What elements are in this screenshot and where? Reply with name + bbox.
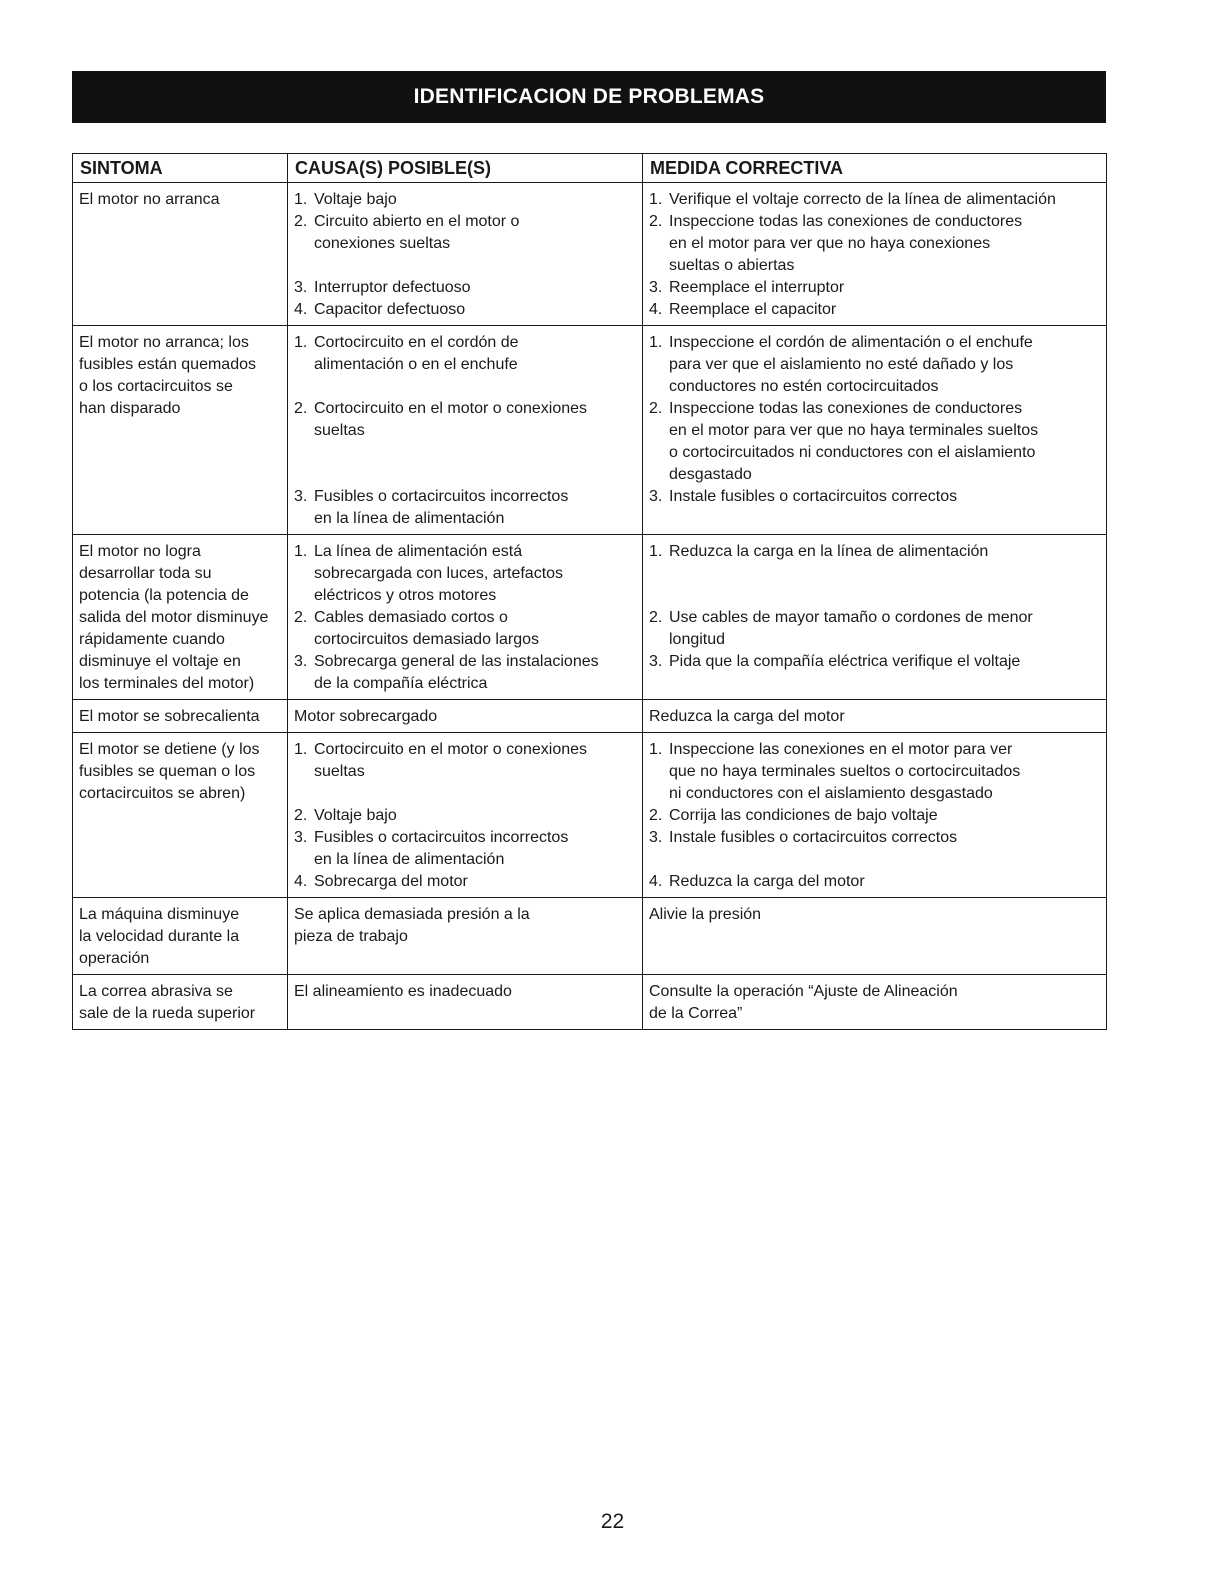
action-item bbox=[649, 277, 1100, 299]
symptom-line: sale de la rueda superior bbox=[79, 1005, 256, 1022]
action-text bbox=[669, 398, 1100, 486]
symptom-line: El motor no logra bbox=[79, 543, 201, 560]
cause-text bbox=[294, 904, 636, 948]
actions-cell bbox=[643, 975, 1107, 1030]
cause-item bbox=[294, 706, 636, 728]
text-line: Instale fusibles o cortacircuitos correctos bbox=[669, 829, 958, 846]
action-item bbox=[649, 211, 1100, 277]
item-number: 1. bbox=[649, 543, 663, 560]
item-number: 1. bbox=[649, 741, 663, 758]
text-line: en el motor para ver que no haya conexiones bbox=[669, 235, 991, 252]
action-text bbox=[669, 827, 1100, 849]
action-item bbox=[649, 981, 1100, 1025]
symptom-line: fusibles se queman o los bbox=[79, 763, 256, 780]
cause-item bbox=[294, 541, 636, 607]
item-number: 4. bbox=[649, 873, 663, 890]
symptom-line: desarrollar toda su bbox=[79, 565, 212, 582]
action-text bbox=[669, 805, 1100, 827]
actions-cell bbox=[643, 898, 1107, 975]
text-line: Reduzca la carga en la línea de alimentación bbox=[669, 543, 989, 560]
cause-item bbox=[294, 486, 636, 530]
action-item bbox=[649, 827, 1100, 849]
symptom-line: El motor no arranca; los bbox=[79, 334, 249, 351]
text-line: Alivie la presión bbox=[649, 906, 762, 923]
item-number: 2. bbox=[294, 609, 308, 626]
text-line: de la compañía eléctrica bbox=[314, 675, 488, 692]
actions-cell bbox=[643, 535, 1107, 700]
action-item bbox=[649, 299, 1100, 321]
cause-item bbox=[294, 211, 636, 255]
text-line: Capacitor defectuoso bbox=[314, 301, 466, 318]
text-line: de la Correa” bbox=[649, 1005, 743, 1022]
cause-text bbox=[314, 299, 636, 321]
table-row bbox=[73, 733, 1107, 898]
symptom-line: o los cortacircuitos se bbox=[79, 378, 233, 395]
page-number: 22 bbox=[600, 1510, 625, 1533]
table-row bbox=[73, 975, 1107, 1030]
item-number: 3. bbox=[649, 653, 663, 670]
text-line: Voltaje bajo bbox=[314, 191, 397, 208]
symptom-line: la velocidad durante la bbox=[79, 928, 240, 945]
cause-item bbox=[294, 651, 636, 695]
causes-cell bbox=[288, 700, 643, 733]
cause-item bbox=[294, 827, 636, 871]
symptom-cell bbox=[73, 975, 288, 1030]
text-line: en la línea de alimentación bbox=[314, 851, 505, 868]
text-line: El alineamiento es inadecuado bbox=[294, 983, 512, 1000]
text-line: Reduzca la carga del motor bbox=[669, 873, 865, 890]
item-number: 4. bbox=[294, 301, 308, 318]
table-body bbox=[73, 183, 1107, 1030]
symptom-cell bbox=[73, 535, 288, 700]
actions-cell bbox=[643, 700, 1107, 733]
symptom-line: El motor se detiene (y los bbox=[79, 741, 260, 758]
item-number: 3. bbox=[294, 829, 308, 846]
symptom-line: El motor no arranca bbox=[79, 191, 220, 208]
symptom-cell bbox=[73, 733, 288, 898]
cause-item bbox=[294, 805, 636, 827]
text-line: alimentación o en el enchufe bbox=[314, 356, 518, 373]
cause-text bbox=[314, 486, 636, 530]
action-text bbox=[669, 651, 1100, 673]
cause-item bbox=[294, 607, 636, 651]
action-item bbox=[649, 904, 1100, 926]
text-line: Inspeccione todas las conexiones de conductores bbox=[669, 213, 1023, 230]
text-line: Interruptor defectuoso bbox=[314, 279, 471, 296]
actions-cell bbox=[643, 733, 1107, 898]
text-line: o cortocircuitados ni conductores con el aislamiento bbox=[669, 444, 1036, 461]
table-row bbox=[73, 898, 1107, 975]
table-row bbox=[73, 326, 1107, 535]
text-line: para ver que el aislamiento no esté dañado y los bbox=[669, 356, 1014, 373]
action-item bbox=[649, 189, 1100, 211]
text-line: Fusibles o cortacircuitos incorrectos bbox=[314, 488, 569, 505]
action-text bbox=[669, 739, 1100, 805]
item-number: 3. bbox=[294, 653, 308, 670]
symptom-cell bbox=[73, 326, 288, 535]
symptom-line: fusibles están quemados bbox=[79, 356, 256, 373]
item-number: 2. bbox=[649, 213, 663, 230]
symptom-line: La máquina disminuye bbox=[79, 906, 240, 923]
cause-text bbox=[314, 277, 636, 299]
text-line: La línea de alimentación está bbox=[314, 543, 523, 560]
text-line: Motor sobrecargado bbox=[294, 708, 438, 725]
action-text bbox=[669, 541, 1100, 563]
text-line: Reemplace el interruptor bbox=[669, 279, 845, 296]
symptom-line: salida del motor disminuye bbox=[79, 609, 269, 626]
cause-item bbox=[294, 904, 636, 948]
text-line: Sobrecarga general de las instalaciones bbox=[314, 653, 599, 670]
action-item bbox=[649, 706, 1100, 728]
text-line: Reemplace el capacitor bbox=[669, 301, 837, 318]
cause-text bbox=[294, 706, 636, 728]
cause-text bbox=[314, 541, 636, 607]
cause-item bbox=[294, 299, 636, 321]
item-number: 1. bbox=[649, 191, 663, 208]
item-number: 3. bbox=[649, 279, 663, 296]
cause-item bbox=[294, 739, 636, 783]
text-line: Sobrecarga del motor bbox=[314, 873, 468, 890]
causes-cell bbox=[288, 733, 643, 898]
text-line: Cortocircuito en el motor o conexiones bbox=[314, 741, 588, 758]
causes-cell bbox=[288, 975, 643, 1030]
page-title-banner bbox=[72, 71, 1106, 123]
item-number: 3. bbox=[649, 829, 663, 846]
item-number: 4. bbox=[294, 873, 308, 890]
symptom-line: operación bbox=[79, 950, 150, 967]
text-line: Pida que la compañía eléctrica verifique el voltaje bbox=[669, 653, 1021, 670]
cause-item bbox=[294, 871, 636, 893]
action-item bbox=[649, 871, 1100, 893]
action-item bbox=[649, 607, 1100, 651]
actions-cell bbox=[643, 183, 1107, 326]
symptom-line: rápidamente cuando bbox=[79, 631, 225, 648]
text-line: sueltas bbox=[314, 763, 365, 780]
text-line: eléctricos y otros motores bbox=[314, 587, 497, 604]
item-number: 3. bbox=[649, 488, 663, 505]
text-line: Use cables de mayor tamaño o cordones de menor bbox=[669, 609, 1033, 626]
causes-cell bbox=[288, 183, 643, 326]
header-causes: CAUSA(S) POSIBLE(S) bbox=[288, 154, 643, 183]
text-line: en el motor para ver que no haya terminales sueltos bbox=[669, 422, 1039, 439]
text-line: pieza de trabajo bbox=[294, 928, 408, 945]
cause-text bbox=[314, 332, 636, 376]
text-line: Cortocircuito en el cordón de bbox=[314, 334, 519, 351]
action-item bbox=[649, 651, 1100, 673]
text-line: conexiones sueltas bbox=[314, 235, 451, 252]
text-line: sueltas bbox=[314, 422, 365, 439]
action-text bbox=[669, 871, 1100, 893]
header-actions: MEDIDA CORRECTIVA bbox=[643, 154, 1107, 183]
item-number: 2. bbox=[649, 609, 663, 626]
symptom-line: han disparado bbox=[79, 400, 181, 417]
text-line: Reduzca la carga del motor bbox=[649, 708, 845, 725]
text-line: Corrija las condiciones de bajo voltaje bbox=[669, 807, 938, 824]
text-line: Inspeccione todas las conexiones de conductores bbox=[669, 400, 1023, 417]
cause-text bbox=[314, 739, 636, 783]
action-item bbox=[649, 541, 1100, 563]
text-line: Consulte la operación “Ajuste de Alineación bbox=[649, 983, 958, 1000]
action-item bbox=[649, 332, 1100, 398]
action-item bbox=[649, 805, 1100, 827]
text-line: Instale fusibles o cortacircuitos correctos bbox=[669, 488, 958, 505]
item-number: 1. bbox=[294, 543, 308, 560]
symptom-line: cortacircuitos se abren) bbox=[79, 785, 246, 802]
troubleshooting-table bbox=[72, 153, 1107, 1030]
cause-text bbox=[314, 651, 636, 695]
cause-item bbox=[294, 981, 636, 1003]
symptom-line: La correa abrasiva se bbox=[79, 983, 233, 1000]
action-item bbox=[649, 486, 1100, 508]
symptom-cell bbox=[73, 700, 288, 733]
item-number: 2. bbox=[294, 213, 308, 230]
symptom-line: El motor se sobrecalienta bbox=[79, 708, 260, 725]
action-text bbox=[669, 607, 1100, 651]
action-text bbox=[669, 486, 1100, 508]
item-number: 3. bbox=[294, 279, 308, 296]
table-row bbox=[73, 700, 1107, 733]
item-number: 2. bbox=[649, 807, 663, 824]
header-symptom: SINTOMA bbox=[73, 154, 288, 183]
text-line: cortocircuitos demasiado largos bbox=[314, 631, 539, 648]
action-text bbox=[669, 189, 1100, 211]
symptom-line: disminuye el voltaje en bbox=[79, 653, 241, 670]
cause-text bbox=[314, 189, 636, 211]
item-number: 2. bbox=[294, 400, 308, 417]
action-text bbox=[669, 277, 1100, 299]
text-line: Inspeccione las conexiones en el motor para ver bbox=[669, 741, 1013, 758]
action-text bbox=[669, 299, 1100, 321]
item-number: 4. bbox=[649, 301, 663, 318]
item-number: 2. bbox=[294, 807, 308, 824]
action-item bbox=[649, 398, 1100, 486]
cause-text bbox=[314, 827, 636, 871]
text-line: sobrecargada con luces, artefactos bbox=[314, 565, 564, 582]
text-line: Fusibles o cortacircuitos incorrectos bbox=[314, 829, 569, 846]
item-number: 3. bbox=[294, 488, 308, 505]
table-row bbox=[73, 183, 1107, 326]
action-text bbox=[649, 981, 1100, 1025]
text-line: desgastado bbox=[669, 466, 752, 483]
item-number: 2. bbox=[649, 400, 663, 417]
item-number: 1. bbox=[294, 191, 308, 208]
symptom-cell bbox=[73, 898, 288, 975]
cause-text bbox=[314, 607, 636, 651]
cause-item bbox=[294, 332, 636, 376]
text-line: ni conductores con el aislamiento desgastado bbox=[669, 785, 993, 802]
text-line: Se aplica demasiada presión a la bbox=[294, 906, 530, 923]
text-line: Verifique el voltaje correcto de la línea de alimentación bbox=[669, 191, 1056, 208]
text-line: Circuito abierto en el motor o bbox=[314, 213, 520, 230]
causes-cell bbox=[288, 535, 643, 700]
causes-cell bbox=[288, 326, 643, 535]
cause-text bbox=[294, 981, 636, 1003]
table-row bbox=[73, 535, 1107, 700]
item-number: 1. bbox=[294, 741, 308, 758]
action-text bbox=[669, 332, 1100, 398]
page-title: IDENTIFICACION DE PROBLEMAS bbox=[413, 85, 765, 108]
text-line: Cables demasiado cortos o bbox=[314, 609, 508, 626]
cause-item bbox=[294, 398, 636, 442]
cause-item bbox=[294, 189, 636, 211]
text-line: conductores no estén cortocircuitados bbox=[669, 378, 939, 395]
cause-text bbox=[314, 805, 636, 827]
text-line: longitud bbox=[669, 631, 726, 648]
cause-text bbox=[314, 398, 636, 442]
text-line: Voltaje bajo bbox=[314, 807, 397, 824]
actions-cell bbox=[643, 326, 1107, 535]
cause-text bbox=[314, 211, 636, 255]
action-item bbox=[649, 739, 1100, 805]
text-line: sueltas o abiertas bbox=[669, 257, 795, 274]
table-header-row bbox=[73, 154, 1107, 183]
symptom-line: los terminales del motor) bbox=[79, 675, 255, 692]
action-text bbox=[669, 211, 1100, 277]
action-text bbox=[649, 904, 1100, 926]
symptom-line: potencia (la potencia de bbox=[79, 587, 249, 604]
text-line: Cortocircuito en el motor o conexiones bbox=[314, 400, 588, 417]
causes-cell bbox=[288, 898, 643, 975]
text-line: que no haya terminales sueltos o cortocircuitados bbox=[669, 763, 1021, 780]
text-line: Inspeccione el cordón de alimentación o el enchufe bbox=[669, 334, 1033, 351]
action-text bbox=[649, 706, 1100, 728]
cause-item bbox=[294, 277, 636, 299]
item-number: 1. bbox=[294, 334, 308, 351]
text-line: en la línea de alimentación bbox=[314, 510, 505, 527]
symptom-cell bbox=[73, 183, 288, 326]
cause-text bbox=[314, 871, 636, 893]
item-number: 1. bbox=[649, 334, 663, 351]
